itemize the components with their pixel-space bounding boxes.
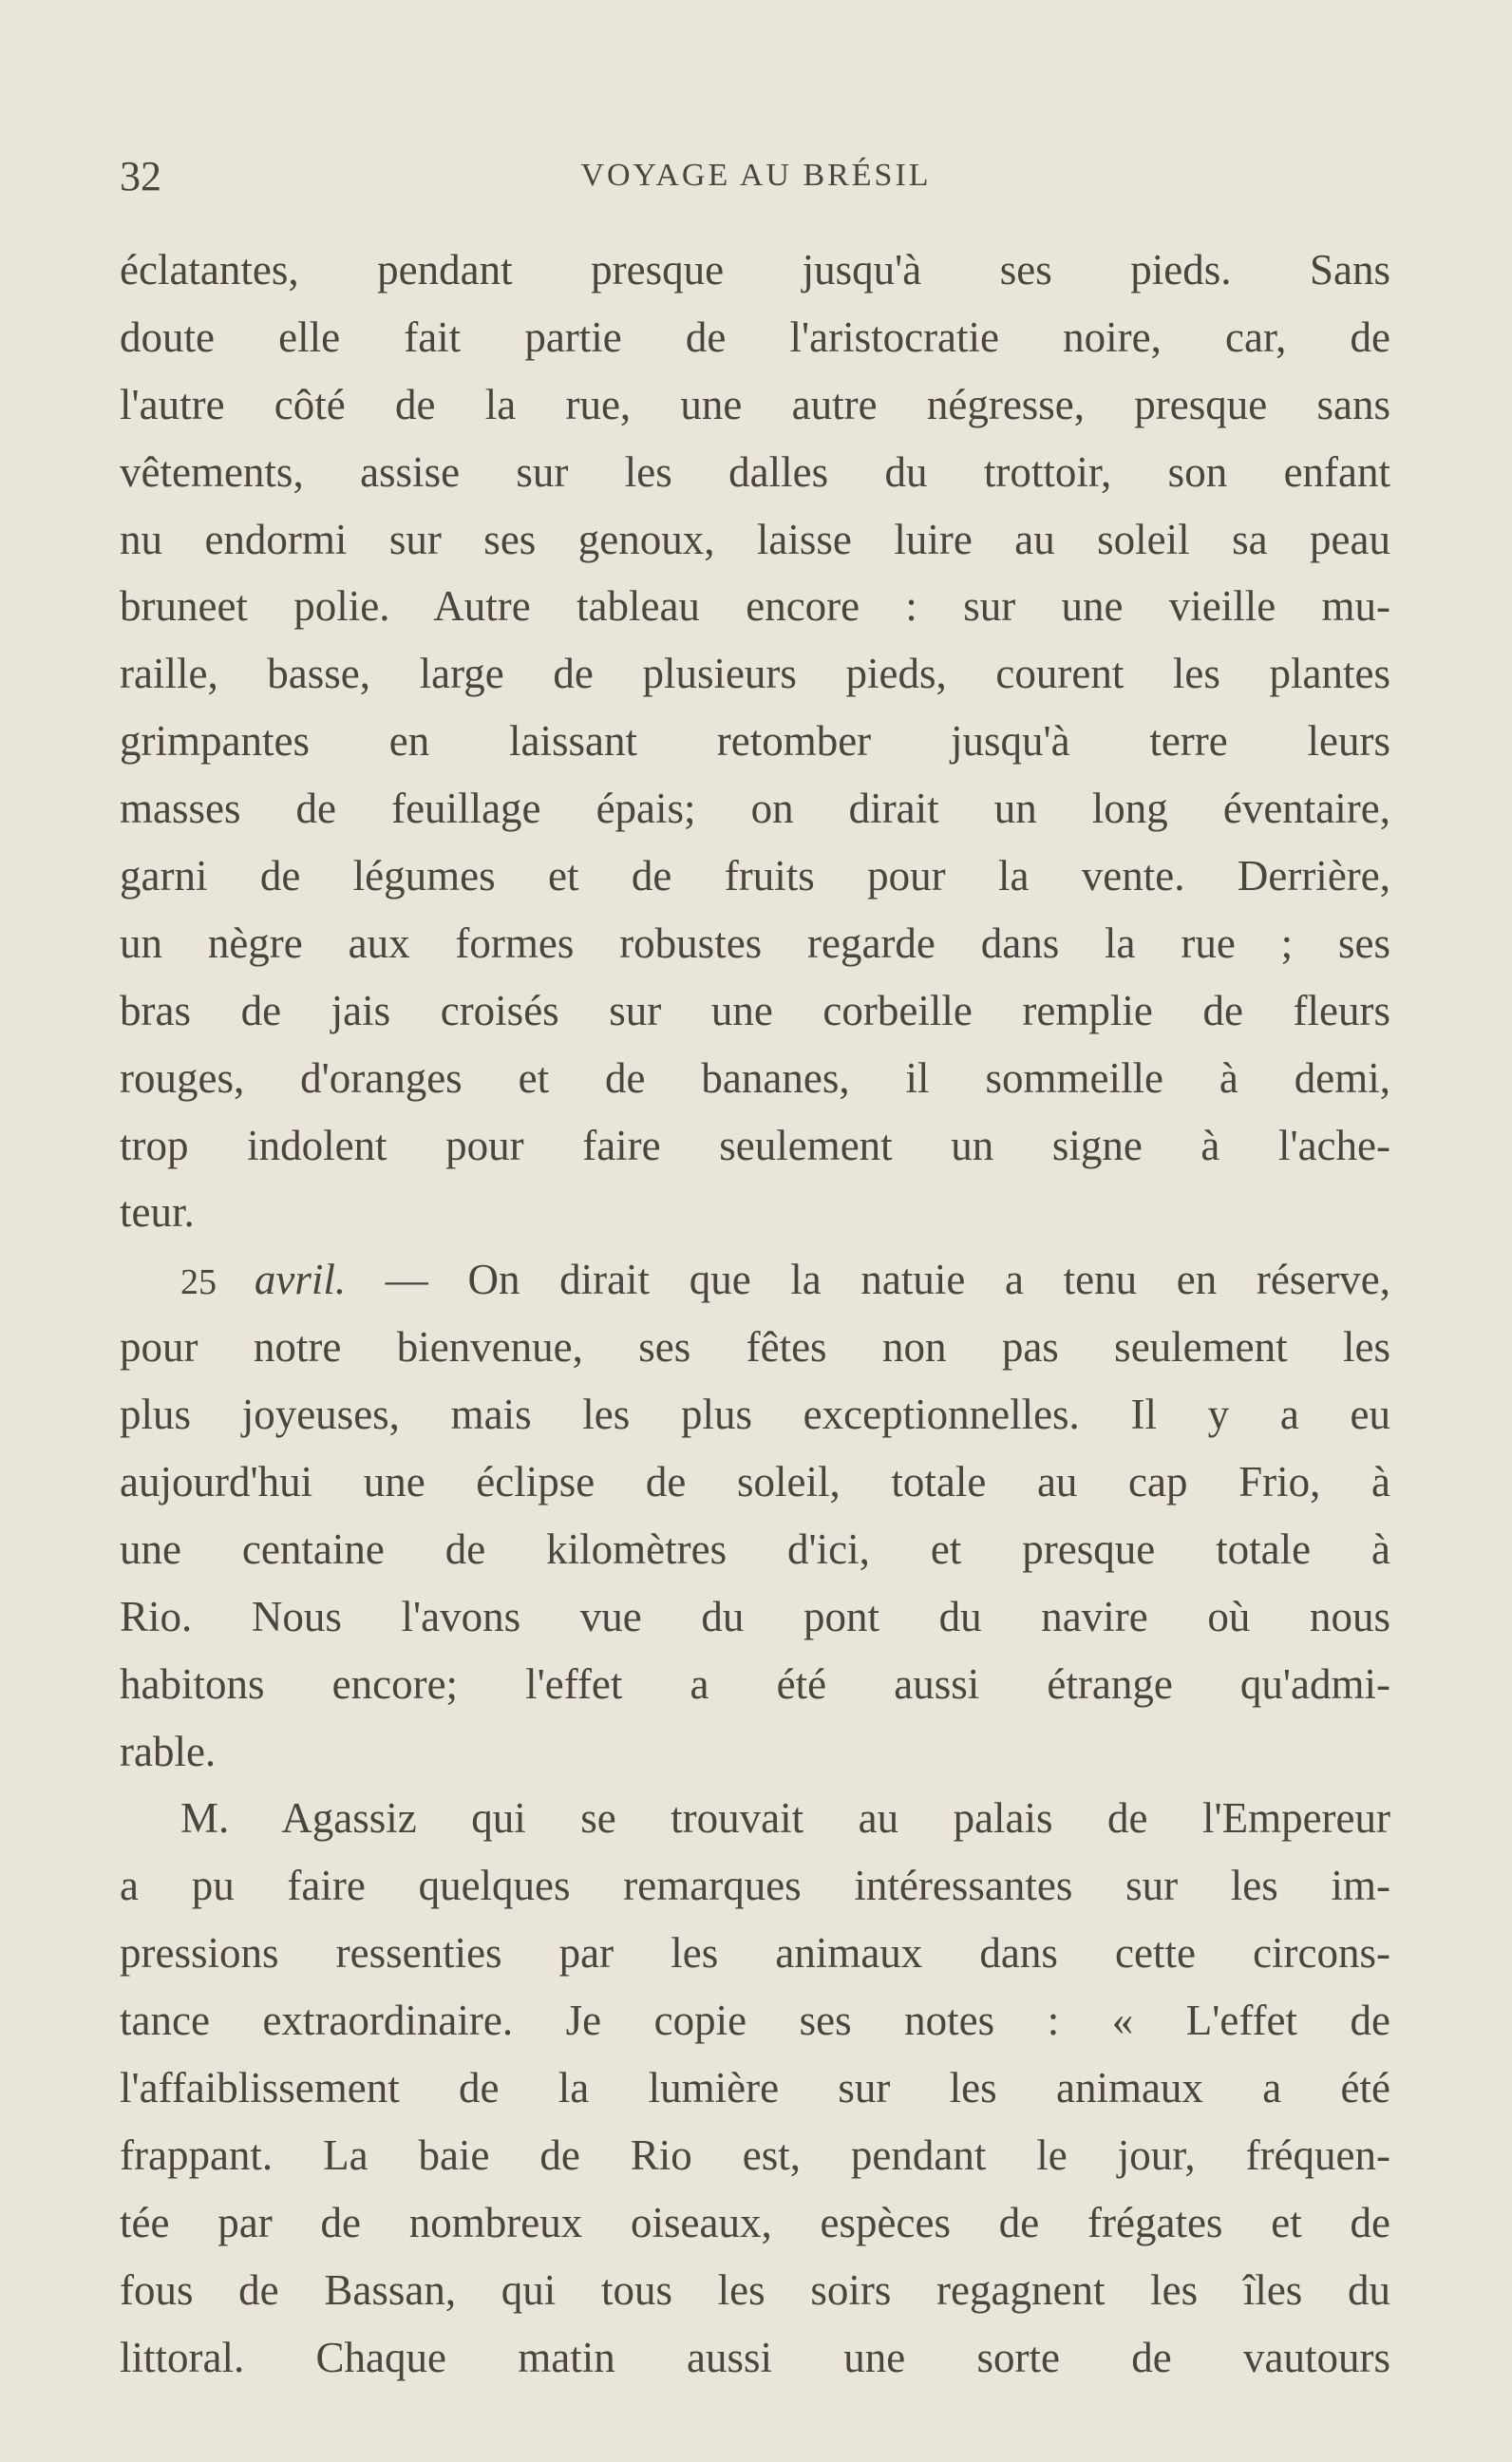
line-text: plus joyeuses, mais les plus exceptionnelles. Il y a eu — [120, 1391, 1390, 1439]
text-line — [120, 2055, 1390, 2122]
text-line — [120, 304, 1390, 371]
page-number: 32 — [120, 153, 161, 199]
text-line — [120, 371, 1390, 439]
text-line — [120, 1583, 1390, 1651]
entry-date-month: avril. — [254, 1256, 347, 1304]
text-line — [120, 708, 1390, 775]
line-text: teur. — [120, 1188, 195, 1237]
text-line — [120, 1179, 1390, 1246]
line-text: habitons encore; l'effet a été aussi étrange qu'admi- — [120, 1659, 1390, 1708]
line-text: fous de Bassan, qui tous les soirs regagnent les îles du — [120, 2265, 1390, 2314]
line-text: pressions ressenties par les animaux dans cette circons- — [120, 1929, 1390, 1978]
text-line — [120, 775, 1390, 843]
body-text — [120, 237, 1390, 2392]
text-line — [120, 1651, 1390, 1718]
line-text: vêtements, assise sur les dalles du trottoir, son enfant — [120, 447, 1390, 496]
text-line — [120, 2257, 1390, 2324]
line-text: tée par de nombreux oiseaux, espèces de frégates et de — [120, 2198, 1390, 2246]
line-text: Rio. Nous l'avons vue du pont du navire où nous — [120, 1592, 1390, 1640]
text-line — [120, 2324, 1390, 2392]
text-line — [120, 1449, 1390, 1516]
text-line — [120, 1112, 1390, 1180]
line-text: grimpantes en laissant retomber jusqu'à terre leurs — [120, 717, 1390, 766]
text-line — [120, 2122, 1390, 2189]
line-text: frappant. La baie de Rio est, pendant le jour, fréquen- — [120, 2131, 1390, 2179]
text-line — [120, 1381, 1390, 1449]
line-text: éclatantes, pendant presque jusqu'à ses pieds. Sans — [120, 246, 1390, 294]
text-line — [120, 2189, 1390, 2257]
line-text: l'affaiblissement de la lumière sur les animaux a été — [120, 2064, 1390, 2112]
line-text: — On dirait que la natuie a tenu en réserve, — [346, 1256, 1391, 1304]
text-line — [120, 1246, 1390, 1314]
text-line — [120, 1045, 1390, 1112]
line-text: rouges, d'oranges et de bananes, il sommeille à demi, — [120, 1053, 1390, 1102]
text-line — [120, 1785, 1390, 1852]
line-text: tance extraordinaire. Je copie ses notes : « L'effet de — [120, 1997, 1390, 2045]
text-line — [120, 1314, 1390, 1381]
line-text: rable. — [120, 1727, 217, 1775]
line-text: a pu faire quelques remarques intéressantes sur les im- — [120, 1862, 1390, 1910]
text-line — [120, 1852, 1390, 1920]
text-line — [120, 1718, 1390, 1786]
line-text: nu endormi sur ses genoux, laisse luire au soleil sa peau — [120, 515, 1390, 563]
line-text: bruneet polie. Autre tableau encore : sur une vieille mu- — [120, 582, 1390, 631]
text-line — [120, 506, 1390, 574]
text-line — [120, 1987, 1390, 2055]
line-text: raille, basse, large de plusieurs pieds, courent les plantes — [120, 650, 1390, 698]
text-line — [120, 843, 1390, 910]
text-line — [120, 237, 1390, 304]
line-text: pour notre bienvenue, ses fêtes non pas seulement les — [120, 1323, 1390, 1372]
line-text: une centaine de kilomètres d'ici, et presque totale à — [120, 1525, 1390, 1573]
line-text: littoral. Chaque matin aussi une sorte de vautours — [120, 2333, 1390, 2381]
text-line — [120, 1516, 1390, 1583]
text-line — [120, 977, 1390, 1045]
line-text: trop indolent pour faire seulement un signe à l'ache- — [120, 1121, 1390, 1169]
entry-date-day: 25 — [180, 1262, 255, 1303]
line-text: M. Agassiz qui se trouvait au palais de l'Empereur — [180, 1794, 1390, 1843]
line-text: doute elle fait partie de l'aristocratie noire, car, de — [120, 312, 1390, 361]
text-line — [120, 573, 1390, 640]
running-title: VOYAGE AU BRÉSIL — [580, 158, 932, 193]
line-text: garni de légumes et de fruits pour la vente. Derrière, — [120, 852, 1390, 900]
line-text: l'autre côté de la rue, une autre négresse, presque sans — [120, 380, 1390, 428]
text-line — [120, 640, 1390, 708]
line-text: un nègre aux formes robustes regarde dans la rue ; ses — [120, 919, 1390, 967]
text-line — [120, 910, 1390, 977]
line-text: masses de feuillage épais; on dirait un long éventaire, — [120, 785, 1390, 833]
line-text: bras de jais croisés sur une corbeille remplie de fleurs — [120, 986, 1390, 1034]
line-text: aujourd'hui une éclipse de soleil, totale au cap Frio, à — [120, 1458, 1390, 1506]
text-line — [120, 439, 1390, 506]
text-line — [120, 1920, 1390, 1987]
